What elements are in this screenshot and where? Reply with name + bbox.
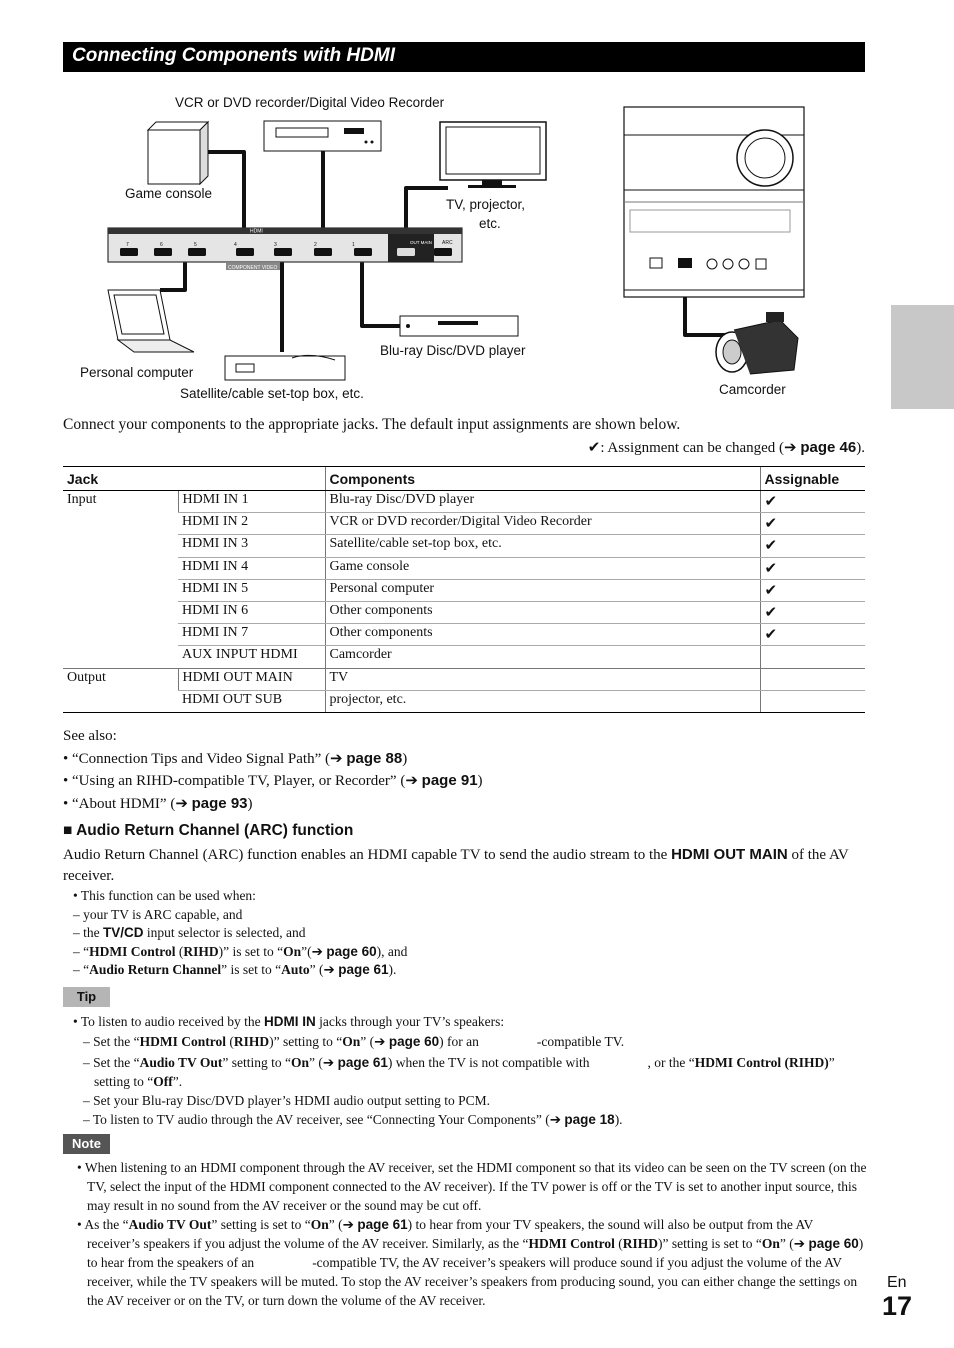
page-link-93[interactable]: page 93 [191,794,248,812]
text: • As the “ [77,1217,129,1232]
arc-heading [63,822,353,840]
text: – “ [73,962,90,977]
text: • To listen to audio received by the [73,1014,264,1029]
assignable-cell: ✔ [760,579,865,601]
cable-bluray [362,260,400,326]
term: On [761,1236,780,1251]
component-cell: Other components [325,601,760,623]
component-cell: Camcorder [325,646,760,668]
text: )” setting is set to “ [658,1236,762,1251]
component-cell: Personal computer [325,579,760,601]
list-item-text: • “Using an RIHD-compatible TV, Player, or Recorder” ( [63,773,406,789]
label-game-console: Game console [125,186,213,201]
table-row [63,491,865,513]
jack-label-5: 5 [194,242,197,248]
table-row [63,557,865,579]
term: HDMI Control [139,1034,226,1049]
label-tv-line1: TV, projector, [446,197,526,212]
list-item: – Set your Blu-ray Disc/DVD player’s HDMI audio output setting to PCM. [83,1093,490,1108]
arrow-icon: ➔ [784,439,797,456]
hdmi-jack-2 [314,248,332,256]
text: – the [73,925,103,940]
label-camcorder: Camcorder [719,382,786,397]
list-item [73,924,407,943]
page-link-91[interactable]: page 91 [421,772,478,789]
assignable-cell: ✔ [760,513,865,535]
arrow-icon: ➔ [311,943,323,959]
arrow-icon: ➔ [323,962,335,977]
receiver-rear-panel [108,228,462,271]
list-item-text: • “About HDMI” ( [63,795,176,812]
component-cell: Game console [325,557,760,579]
text: )” setting to “ [269,1034,343,1049]
text: ” [779,1236,786,1251]
assignable-cell: ✔ [760,557,865,579]
arrow-icon: ➔ [405,772,418,789]
text: ”. [172,1074,183,1089]
hdmi-jack-1 [354,248,372,256]
see-also-heading: See also: [63,728,117,744]
text: ” setting is set to “ [211,1217,311,1232]
page-language: En [887,1274,907,1291]
text: – To listen to TV audio through the AV receiver, see “Connecting Your Components” ( [83,1112,550,1127]
term: On [283,943,302,959]
term: Audio TV Out [139,1055,223,1070]
assignable-legend [588,438,865,457]
jack-cell: AUX INPUT HDMI [178,646,325,668]
jack-label-3: 3 [274,242,277,248]
hdmi-jack-out-main [397,248,415,256]
list-item [73,1053,868,1091]
text: ). [614,1112,623,1127]
list-item [63,748,483,771]
jack-cell: HDMI IN 4 [178,557,325,579]
text: input selector is selected, and [143,925,306,940]
component-cell: Other components [325,624,760,646]
header-components: Components [325,467,760,491]
label-personal-computer: Personal computer [80,365,194,380]
term: Audio TV Out [128,1217,212,1232]
page-link-88[interactable]: page 88 [346,749,403,767]
hdmi-jack-7 [120,248,138,256]
bluray-player-illustration [400,316,518,336]
jack-label-6: 6 [160,242,163,248]
note-section [73,1158,868,1310]
assignable-cell: ✔ [760,601,865,623]
text: ” setting to “ [94,1055,835,1089]
page-link-46[interactable]: page 46 [800,439,857,456]
receiver-front-panel-illustration [624,107,804,297]
text: jacks through your TV’s speakers: [315,1014,505,1029]
text: , or the “ [647,1055,695,1070]
output-group-label: Output [63,668,178,712]
table-row [63,579,865,601]
arc-paragraph [63,845,868,886]
jack-cell: HDMI IN 1 [178,491,325,513]
hdmi-jack-arc [434,248,452,256]
text: ) to hear from the speakers of an [87,1236,864,1270]
term: On [310,1217,329,1232]
list-item-text: • “Connection Tips and Video Signal Path” ( [63,750,330,767]
jack-cell: HDMI IN 6 [178,601,325,623]
panel-arc-label: ARC [442,240,453,246]
list-item-text: ) [247,795,253,812]
note-label: Note [63,1134,110,1154]
list-item [73,1110,868,1129]
page-link-60[interactable]: page 60 [388,1034,440,1049]
term: Audio Return Channel [89,962,222,977]
term: HDMI Control [528,1236,615,1251]
table-row [63,668,865,690]
term: Auto [281,962,310,977]
table-row [63,513,865,535]
panel-component-video-label: COMPONENT VIDEO [228,265,278,271]
jack-label-7: 7 [126,242,129,248]
text: ) for an [439,1034,479,1049]
cable-game [208,152,244,230]
jack-label-4: 4 [234,242,237,248]
tip-label: Tip [63,987,110,1007]
hdmi-out-main-term: HDMI OUT MAIN [671,846,788,863]
table-row [63,646,865,668]
chapter-side-tab [891,305,954,409]
text: -compatible TV. [536,1034,625,1049]
header-assignable: Assignable [760,467,865,491]
jack-label-1: 1 [352,242,355,248]
tvcd-term: TV/CD [103,925,144,940]
arrow-icon: ➔ [322,1055,335,1070]
section-title: Connecting Components with HDMI [72,45,395,66]
assignable-cell: ✔ [760,535,865,557]
label-vcr: VCR or DVD recorder/Digital Video Recorder [175,95,445,110]
legend-text-end: ). [856,440,865,456]
satellite-box-illustration [225,355,345,380]
table-header-row [63,467,865,491]
term: Off [153,1074,173,1089]
text: – “ [73,943,90,959]
component-cell: TV [325,668,760,690]
arrow-icon: ➔ [549,1112,562,1127]
header-jack: Jack [63,467,325,491]
page-link-61[interactable]: page 61 [337,1055,388,1070]
tv-illustration [440,122,546,188]
table-row [63,624,865,646]
arrow-icon: ➔ [793,1236,806,1251]
cable-pc [160,260,185,290]
jack-cell: HDMI IN 5 [178,579,325,601]
page-number: 17 [882,1291,913,1321]
text: ( [789,1236,794,1251]
list-item: – your TV is ARC capable, and [73,906,243,922]
assignable-cell [760,646,865,668]
term: On [291,1055,310,1070]
text: )” is set to “ [218,943,284,959]
assignable-cell [760,690,865,712]
term: On [342,1034,361,1049]
list-item [73,1215,868,1310]
component-cell: VCR or DVD recorder/Digital Video Recorder [325,513,760,535]
legend-text: : Assignment can be changed ( [600,440,785,456]
jack-cell: HDMI IN 7 [178,624,325,646]
square-bullet-icon: ■ [63,822,73,839]
text: ” ( [309,962,324,977]
arrow-icon: ➔ [374,1034,386,1049]
term: HDMI Control [89,943,176,959]
input-assignment-table [63,466,865,713]
term: RIHD [183,943,219,959]
arrow-icon: ➔ [175,794,188,812]
assignable-cell: ✔ [760,624,865,646]
text: ” setting to “ [222,1055,292,1070]
text: ), and [376,943,408,959]
vcr-illustration [264,121,381,151]
term: (RIHD) [784,1055,829,1070]
tip-section [73,1012,868,1129]
assignable-cell [760,668,865,690]
component-cell: Satellite/cable set-top box, etc. [325,535,760,557]
list-item [73,943,407,962]
section-title-bar [63,42,865,72]
assignable-cell: ✔ [760,491,865,513]
laptop-illustration [108,290,194,352]
label-satellite: Satellite/cable set-top box, etc. [180,386,364,401]
cable-tv [406,188,448,230]
jack-cell: HDMI IN 3 [178,535,325,557]
text: -compatible TV, the AV receiver’s speakers will produce sound if you adjust the volume of the AV receiver, while the TV speakers will be muted. To stop the AV receiver’s speakers from producing sound, you can either change the settings on the AV receiver or on the TV, or turn down the volume of the AV receiver. [87,1255,858,1308]
list-item [73,961,407,980]
term: HDMI Control [694,1055,782,1070]
text: ” ( [360,1034,375,1049]
text: ” ( [309,1055,323,1070]
text: – Set the “ [83,1034,140,1049]
game-console-illustration [148,122,208,184]
text: ” ( [328,1217,343,1232]
table-row [63,690,865,712]
label-bluray: Blu-ray Disc/DVD player [380,343,526,358]
list-item: • This function can be used when: [73,888,256,903]
text: ). [388,962,397,977]
term: RIHD [233,1034,270,1049]
check-mark: ✔ [587,438,601,456]
hdmi-jack-3 [274,248,292,256]
text: – Set the “ [83,1055,140,1070]
hdmi-in-term: HDMI IN [263,1014,316,1029]
text: ) when the TV is not compatible with [387,1055,590,1070]
diagram-drawing [60,90,880,410]
arrow-icon: ➔ [329,749,343,767]
text: ( [175,943,184,959]
list-item-text: ) [402,750,408,767]
hdmi-jack-6 [154,248,172,256]
panel-hdmi-label: HDMI [250,228,263,235]
component-cell: Blu-ray Disc/DVD player [325,491,760,513]
text: Audio Return Channel (ARC) function enables an HDMI capable TV to send the audio stream to the [63,847,672,863]
hdmi-jack-5 [188,248,206,256]
text: ( [614,1236,623,1251]
component-cell: projector, etc. [325,690,760,712]
list-item: • When listening to an HDMI component through the AV receiver, set the HDMI component so that its video can be seen on the TV screen (on the TV, select the input of the HDMI component connected to the AV receiver). If the TV power is off or the TV is set to another input source, this may result in no sound from the AV receiver or the sound may be cut off. [77,1160,867,1213]
panel-out-main-label: OUT MAIN [410,240,432,245]
page-link-60[interactable]: page 60 [808,1236,859,1251]
list-item [73,1032,868,1051]
input-group-label: Input [63,491,178,669]
see-also-section [63,725,483,815]
text: ( [226,1034,234,1049]
text: ”( [301,943,312,959]
page-link-60[interactable]: page 60 [326,943,377,959]
list-item-text: ) [477,773,483,789]
text: ) to hear from your TV speakers, the sound will also be output from the AV receiver’s speakers if you adjust the volume of the AV receiver. Similarly, as the “ [87,1217,814,1251]
jack-label-2: 2 [314,242,317,248]
label-tv-line2: etc. [479,216,501,231]
list-item [63,770,483,793]
page-link-61[interactable]: page 61 [357,1217,408,1232]
text: of the AV receiver. [63,847,849,884]
term: RIHD [622,1236,659,1251]
list-item [73,1012,868,1031]
page-link-18[interactable]: page 18 [564,1112,615,1127]
arc-conditions [73,887,407,980]
hdmi-connection-diagram [60,90,880,410]
camcorder-illustration [716,312,798,374]
table-row [63,601,865,623]
jack-cell: HDMI IN 2 [178,513,325,535]
table-row [63,535,865,557]
jack-cell: HDMI OUT MAIN [178,668,325,690]
text: ” is set to “ [221,962,282,977]
page-link-61[interactable]: page 61 [338,962,389,977]
jack-cell: HDMI OUT SUB [178,690,325,712]
hdmi-jack-4 [236,248,254,256]
arc-heading-text: Audio Return Channel (ARC) function [76,822,354,839]
intro-paragraph: Connect your components to the appropriate jacks. The default input assignments are shown below. [63,416,681,433]
list-item [63,793,483,816]
arrow-icon: ➔ [342,1217,354,1232]
